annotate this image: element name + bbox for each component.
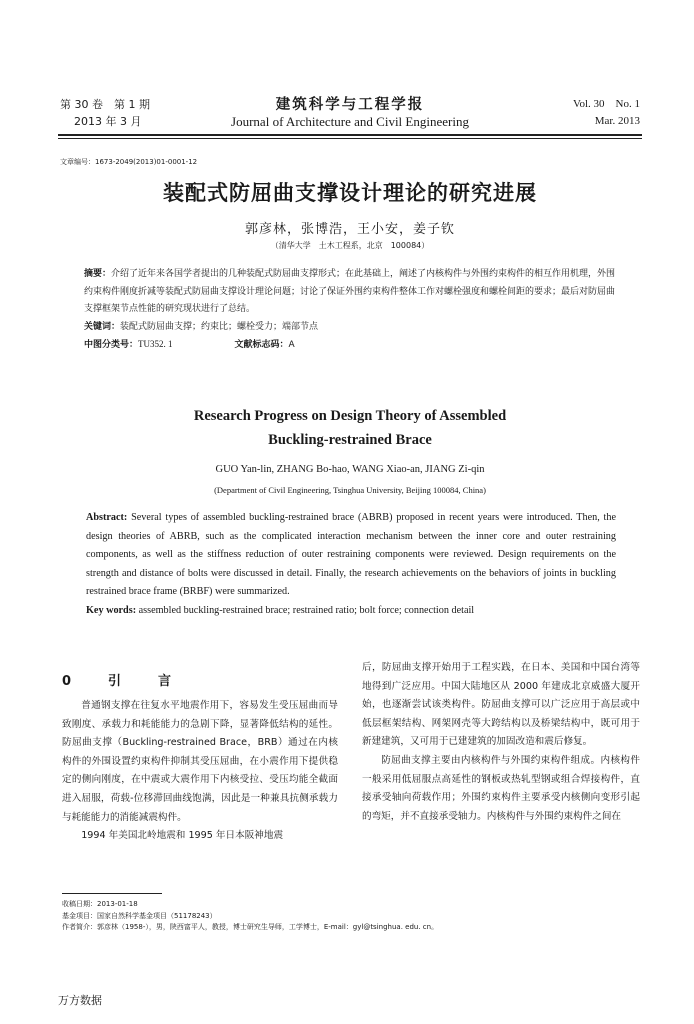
authors-en: GUO Yan-lin, ZHANG Bo-hao, WANG Xiao-an, JIANG Zi-qin	[215, 464, 485, 475]
volume-issue-en: Vol. 30 No. 1	[572, 98, 640, 110]
date-cn: 2013 年 3 月	[74, 115, 142, 128]
affiliation-en: (Department of Civil Engineering, Tsinghua University, Beijing 100084, China)	[214, 485, 486, 495]
body-paragraph: 普通钢支撑在往复水平地震作用下，容易发生受压屈曲而导致刚度、承载力和耗能能力的急剧下降，显著降低结构的延性。防屈曲支撑（Buckling-restrained Brace，BRB）通过在内核构件的外围设置约束构件抑制其受压屈曲，在小震作用下提供稳定的侧向刚度，在中震或大震作用下内核受拉、受压均能全截面进入屈服，荷载-位移滞回曲线饱满，因此是一种兼具抗侧承载力与耗能能力的消能减震构件。	[62, 700, 338, 823]
journal-title-en: Journal of Architecture and Civil Engineering	[231, 114, 469, 129]
authors-cn: 郭彦林，张博浩，王小安，姜子钦	[244, 222, 455, 237]
section-heading: 0 引 言	[62, 674, 184, 689]
running-header-right	[573, 96, 640, 130]
footnote-rule	[62, 893, 162, 894]
paper-title-en-line1: Research Progress on Design Theory of Assembled	[193, 408, 507, 424]
abstract-cn-text: 介绍了近年来各国学者提出的几种装配式防屈曲支撑形式；在此基础上，阐述了内核构件与外围约束构件的相互作用机理，外围约束构件刚度折减等装配式防屈曲支撑设计理论问题；讨论了保证外围约束构件整体工作对螺栓强度和螺栓间距的要求；最后对防屈曲支撑框架节点性能的研究现状进行了总结。	[84, 269, 616, 314]
keywords-cn-text: 装配式防屈曲支撑；约束比；螺栓受力；端部节点	[120, 321, 319, 332]
paper-title-cn: 装配式防屈曲支撑设计理论的研究进展	[163, 181, 537, 205]
article-number: 文章编号：1673-2049(2013)01-0001-12	[60, 158, 198, 166]
abstract-cn-label: 摘要：	[84, 269, 112, 279]
footnotes	[62, 899, 438, 934]
body-paragraph: 1994 年美国北岭地震和 1995 年日本阪神地震	[81, 830, 284, 842]
doc-code-label: 文献标志码：	[234, 340, 289, 350]
class-label: 中图分类号：	[84, 340, 139, 350]
abstract-cn-block	[84, 266, 616, 355]
keywords-cn-label: 关键词：	[84, 321, 121, 332]
running-header-left	[60, 96, 150, 130]
journal-title-cn: 建筑科学与工程学报	[275, 97, 425, 113]
keywords-en-label: Key words:	[86, 604, 137, 616]
affiliation-cn: （清华大学 土木工程系，北京 100084）	[270, 241, 430, 250]
body-column-right	[362, 659, 640, 826]
abstract-en-text: Several types of assembled buckling-restrained brace (ABRB) proposed in recent years were introduced. Then, the design theories of ABRB, such as the complicated interaction mechanism between the inner core and outer restraining components, as well as the stiffness reduction of outer restraining components were reviewed. Design requirements on the strength and distance of bolts were discussed in detail. Finally, the research achievements on the behaviors of joints in buckling restrained brace frame (BRBF) were summarized.	[86, 512, 616, 597]
paper-title-en-line2: Buckling-restrained Brace	[268, 432, 432, 448]
paper-title-en	[60, 404, 640, 452]
doc-code-value: A	[288, 340, 295, 350]
abstract-en	[86, 509, 616, 602]
class-value: TU352. 1	[138, 339, 173, 349]
header-rule-thin	[58, 138, 642, 139]
footnote-author: 作者简介：郭彦林（1958-），男，陕西富平人，教授，博士研究生导师，工学博士，E-mail：gyl@tsinghua. edu. cn。	[62, 923, 439, 931]
keywords-en	[86, 602, 616, 621]
keywords-en-text: assembled buckling-restrained brace; restrained ratio; bolt force; connection detail	[136, 604, 475, 616]
volume-issue-cn: 第 30 卷 第 1 期	[60, 98, 150, 111]
date-en: Mar. 2013	[594, 115, 640, 127]
body-paragraph: 防屈曲支撑主要由内核构件与外围约束构件组成。内核构件一般采用低屈服点高延性的钢板或热轧型钢或组合焊接构件，直接承受轴向荷载作用；外围约束构件主要承受内核侧向变形引起的弯矩，并不直接承受轴力。内核构件与外围约束构件之间在	[362, 754, 640, 822]
abstract-en-block	[86, 509, 616, 620]
body-column-left	[62, 697, 338, 846]
watermark: 万方数据	[58, 994, 102, 1007]
header-rule	[58, 134, 642, 136]
keywords-cn	[84, 319, 616, 337]
footnote-received: 收稿日期：2013-01-18	[62, 900, 138, 908]
footnote-fund: 基金项目：国家自然科学基金项目（51178243）	[62, 911, 217, 920]
abstract-en-label: Abstract:	[86, 512, 128, 523]
abstract-cn	[84, 266, 616, 319]
classification	[84, 336, 616, 355]
body-paragraph: 后，防屈曲支撑开始用于工程实践，在日本、美国和中国台湾等地得到广泛应用。中国大陆地区从 2000 年建成北京威盛大厦开始，也逐渐尝试该类构件。防屈曲支撑可以广泛应用于高层或中低层框架结构、网架网壳等大跨结构以及桥梁结构中，既可用于新建建筑，又可用于已建建筑的加固改造和震后修复。	[362, 662, 640, 748]
